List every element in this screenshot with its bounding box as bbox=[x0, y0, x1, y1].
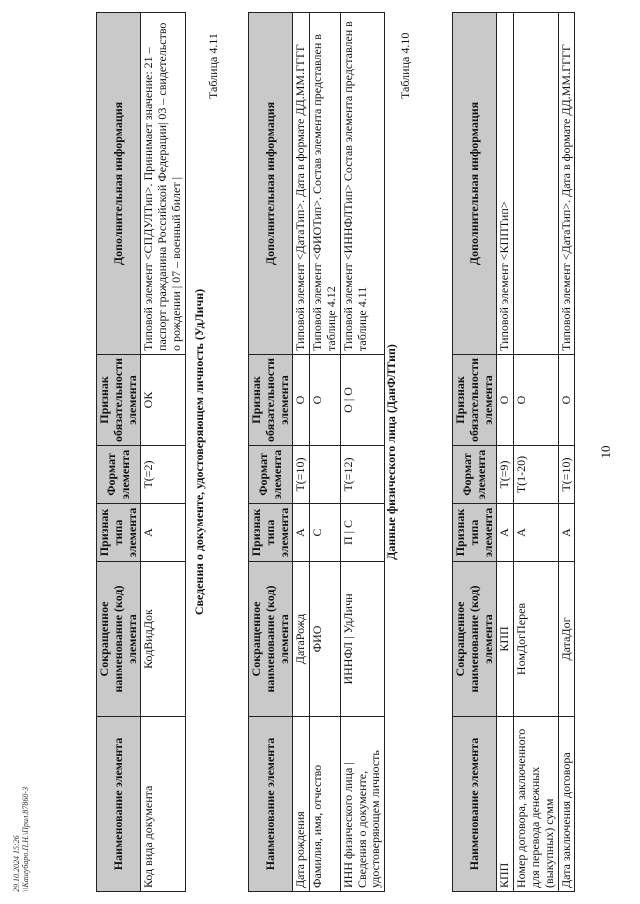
cell: А bbox=[497, 504, 514, 562]
table-1 bbox=[452, 12, 575, 892]
table-3-header bbox=[97, 13, 141, 892]
cell: КПП bbox=[497, 717, 514, 892]
cell: Фамилия, имя, отчество bbox=[310, 717, 341, 892]
cell: Код вида документа bbox=[141, 717, 185, 892]
cell: О bbox=[497, 354, 514, 445]
cell: T(=10) bbox=[558, 446, 575, 504]
col-header: Наименование элемента bbox=[97, 717, 141, 892]
cell: ДатаРожд bbox=[293, 562, 310, 717]
col-header: Признак обязательности элемента bbox=[249, 354, 293, 445]
cell: С bbox=[310, 504, 341, 562]
table-row bbox=[514, 13, 558, 892]
cell: А bbox=[141, 504, 185, 562]
col-header: Сокращенное наименование (код) элемента bbox=[453, 562, 497, 717]
col-header: Дополнительная информация bbox=[97, 13, 141, 355]
table-row bbox=[293, 13, 310, 892]
col-header: Признак типа элемента bbox=[453, 504, 497, 562]
print-stamp bbox=[12, 787, 30, 892]
col-header: Дополнительная информация bbox=[453, 13, 497, 355]
col-header: Формат элемента bbox=[249, 446, 293, 504]
col-header: Формат элемента bbox=[453, 446, 497, 504]
table-row bbox=[310, 13, 341, 892]
page-number: 10 bbox=[598, 445, 613, 459]
cell: О bbox=[514, 354, 558, 445]
cell: Дата заключения договора bbox=[558, 717, 575, 892]
cell: ФИО bbox=[310, 562, 341, 717]
cell: ДатаДог bbox=[558, 562, 575, 717]
cell: Типовой элемент <ДатаТип>. Дата в формате ДД.ММ.ГГГГ bbox=[293, 13, 310, 355]
stamp-date: 29.10.2024 15:26 bbox=[12, 835, 21, 892]
table-row bbox=[558, 13, 575, 892]
cell: Типовой элемент <ИННФЛТип> Состав элемента представлен в таблице 4.11 bbox=[340, 13, 384, 355]
cell: О | О bbox=[340, 354, 384, 445]
stamp-path: \\Кашубаро.П.Н.\Прил.87860-3 bbox=[21, 786, 30, 892]
cell: T(=12) bbox=[340, 446, 384, 504]
table-title: Данные физического лица (ДанФЛТип) bbox=[384, 344, 398, 560]
cell: Дата рождения bbox=[293, 717, 310, 892]
table-row bbox=[141, 13, 185, 892]
cell: T(=9) bbox=[497, 446, 514, 504]
cell: НомДогПерев bbox=[514, 562, 558, 717]
table-caption: Таблица 4.11 bbox=[206, 33, 220, 99]
col-header: Признак обязательности элемента bbox=[453, 354, 497, 445]
table-1-header bbox=[453, 13, 497, 892]
cell: T(=10) bbox=[293, 446, 310, 504]
col-header: Дополнительная информация bbox=[249, 13, 293, 355]
cell: Типовой элемент <СПДУЛТип>. Принимает значение: 21 – паспорт гражданина Российской Федерации| 03 – свидетельство о рождении | 07 – военный билет | bbox=[141, 13, 185, 355]
table-3 bbox=[96, 12, 186, 892]
table-caption: Таблица 4.10 bbox=[398, 32, 412, 99]
cell: T(=2) bbox=[141, 446, 185, 504]
cell: КодВидДок bbox=[141, 562, 185, 717]
cell: ИНН физического лица | Сведения о документе, удостоверяющем личность bbox=[340, 717, 384, 892]
cell bbox=[310, 446, 341, 504]
col-header: Сокращенное наименование (код) элемента bbox=[249, 562, 293, 717]
cell: Типовой элемент <ДатаТип>. Дата в формате ДД.ММ.ГГГГ bbox=[558, 13, 575, 355]
cell: ИННФЛ | УдЛичн bbox=[340, 562, 384, 717]
col-header: Признак типа элемента bbox=[249, 504, 293, 562]
cell: ОК bbox=[141, 354, 185, 445]
cell bbox=[514, 13, 558, 355]
col-header: Сокращенное наименование (код) элемента bbox=[97, 562, 141, 717]
table-2-header bbox=[249, 13, 293, 892]
cell: Номер договора, заключенного для перевода денежных (выкупных) сумм bbox=[514, 717, 558, 892]
table-2 bbox=[248, 12, 385, 892]
col-header: Наименование элемента bbox=[249, 717, 293, 892]
cell: КПП bbox=[497, 562, 514, 717]
cell: О bbox=[558, 354, 575, 445]
cell: Типовой элемент <КППТип> bbox=[497, 13, 514, 355]
cell: Типовой элемент <ФИОТип>. Состав элемента представлен в таблице 4.12 bbox=[310, 13, 341, 355]
table-row bbox=[497, 13, 514, 892]
cell: T(1-20) bbox=[514, 446, 558, 504]
cell: О bbox=[310, 354, 341, 445]
table-row bbox=[340, 13, 384, 892]
col-header: Признак типа элемента bbox=[97, 504, 141, 562]
cell: А bbox=[514, 504, 558, 562]
col-header: Формат элемента bbox=[97, 446, 141, 504]
cell: А bbox=[293, 504, 310, 562]
cell: А bbox=[558, 504, 575, 562]
col-header: Признак обязательности элемента bbox=[97, 354, 141, 445]
table-title: Сведения о документе, удостоверяющем личность (УдЛичн) bbox=[192, 288, 206, 616]
cell: П | С bbox=[340, 504, 384, 562]
col-header: Наименование элемента bbox=[453, 717, 497, 892]
cell: О bbox=[293, 354, 310, 445]
